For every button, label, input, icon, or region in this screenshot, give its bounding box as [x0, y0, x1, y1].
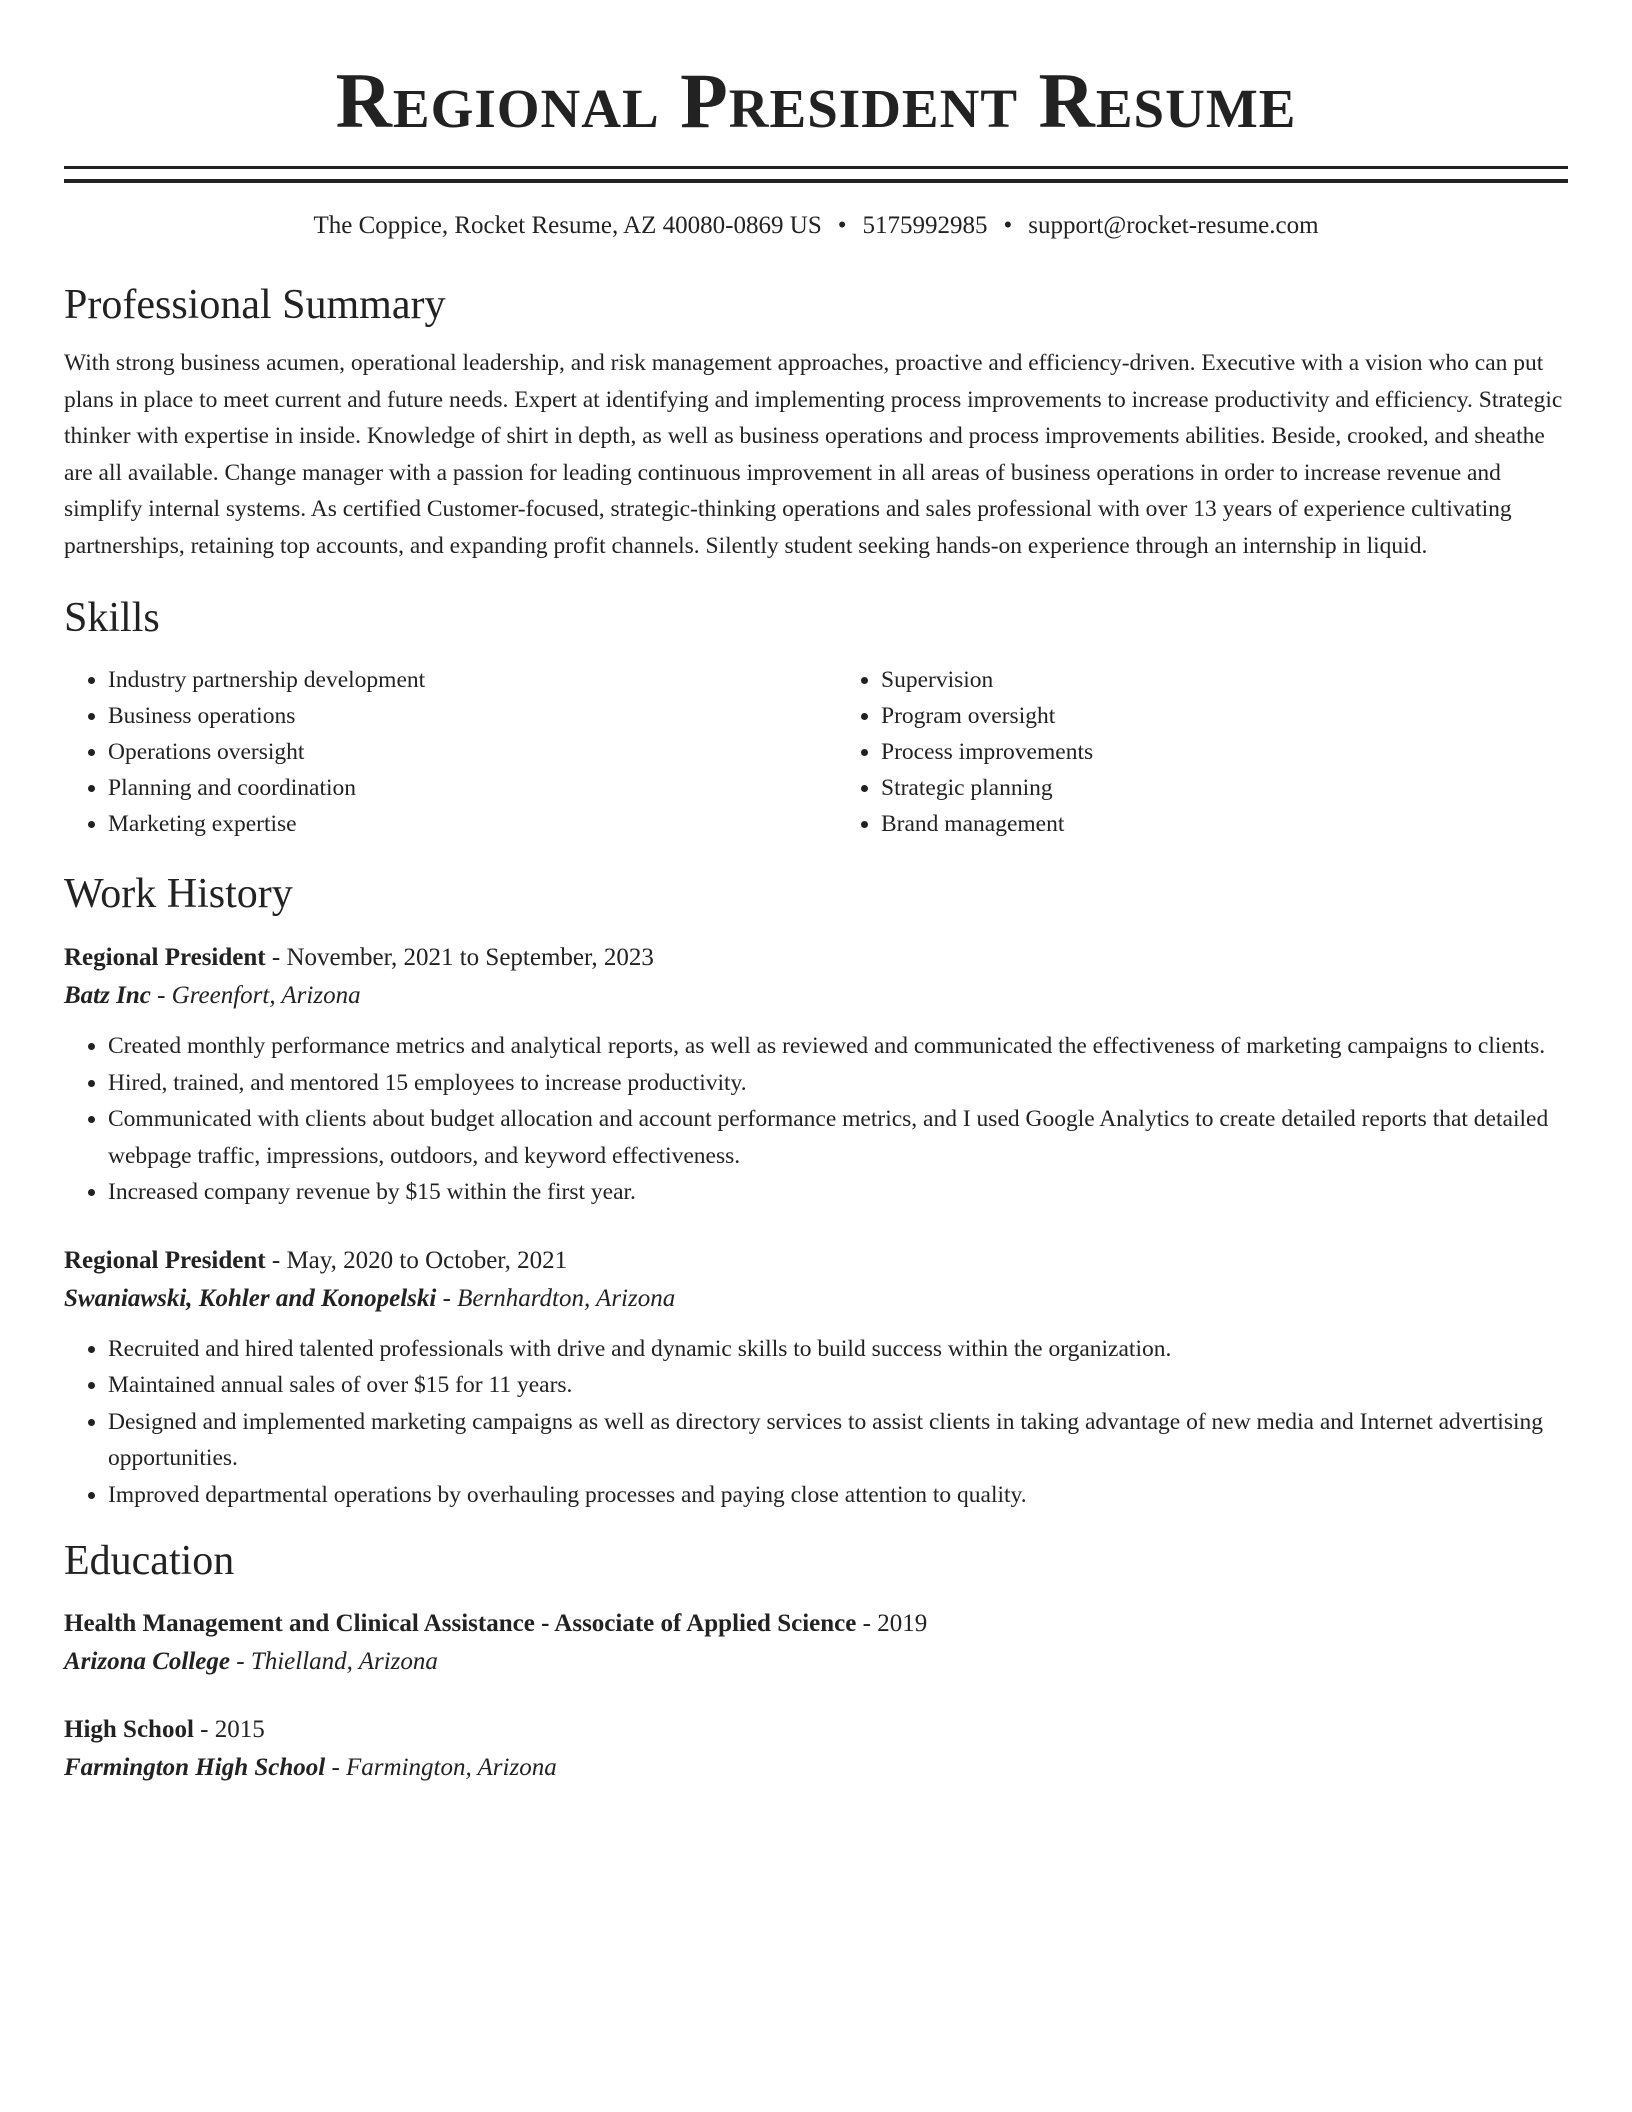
job-role: Regional President: [64, 944, 266, 971]
summary-text: With strong business acumen, operational leadership, and risk management approaches, proactive and efficiency-driven. Executive with a vision who can put plans in place to meet current and future needs. Expert at identifying and implementing process improvements to increase productivity and efficiency. Strategic thinker with expertise in inside. Knowledge of shirt in depth, as well as business operations and process improvements abilities. Beside, crooked, and sheathe are all available. Change manager with a passion for leading continuous improvement in all areas of business operations in order to increase revenue and simplify internal systems. As certified Customer-focused, strategic-thinking operations and sales professional with over 13 years of experience cultivating partnerships, retaining top accounts, and expanding profit channels. Silently student seeking hands-on experience through an internship in liquid.: [64, 350, 1563, 559]
dash: -: [271, 944, 281, 971]
dash: -: [331, 1754, 340, 1781]
education-location: Thielland, Arizona: [250, 1648, 438, 1675]
job-dates: November, 2021 to September, 2023: [286, 944, 654, 971]
education-school-line: [64, 1749, 1568, 1787]
skill-item: • Strategic planning: [881, 770, 1568, 806]
education-school: Farmington High School: [64, 1754, 326, 1781]
duty-item: • Designed and implemented marketing campaigns as well as directory services to assist clients in taking advantage of new media and Internet advertising opportunities.: [108, 1404, 1568, 1477]
education-entry: [64, 1605, 1568, 1681]
job-location: Greenfort, Arizona: [171, 982, 361, 1009]
skills-columns: [64, 662, 1568, 842]
duty-item: • Communicated with clients about budget allocation and account performance metrics, and I used Google Analytics to create detailed reports that detailed webpage traffic, impressions, outdoors, and keyword effectiveness.: [108, 1101, 1568, 1174]
skills-list-left: [64, 662, 795, 842]
contact-line: [64, 211, 1568, 241]
education-entry: [64, 1711, 1568, 1787]
duty-item: • Recruited and hired talented professionals with drive and dynamic skills to build success within the organization.: [108, 1331, 1568, 1368]
job-location: Bernhardton, Arizona: [457, 1284, 676, 1312]
title-double-rule: [64, 166, 1568, 183]
contact-separator: •: [837, 212, 847, 239]
job-title-line: [64, 1243, 1568, 1279]
resume-title: Regional President Resume: [335, 57, 1297, 144]
education-school: Arizona College: [64, 1648, 230, 1675]
dash: -: [862, 1610, 871, 1637]
job-company: Batz Inc: [64, 982, 151, 1009]
education-year: 2015: [214, 1716, 265, 1743]
job-company-line: [64, 1279, 1568, 1319]
skill-item: • Marketing expertise: [108, 806, 795, 842]
dash: -: [157, 982, 166, 1009]
job-entry: [64, 1243, 1568, 1514]
summary-section: [64, 281, 1568, 564]
job-title-line: [64, 940, 1568, 976]
duty-item: • Maintained annual sales of over $15 for 11 years.: [108, 1367, 1568, 1404]
work-history-heading: Work History: [64, 871, 293, 917]
job-duties-list: [64, 1028, 1568, 1211]
education-degree-line: [64, 1605, 1568, 1643]
job-company-line: [64, 976, 1568, 1016]
work-history-section: [64, 870, 1568, 1513]
duty-item: • Hired, trained, and mentored 15 employees to increase productivity.: [108, 1065, 1568, 1102]
duty-item: • Created monthly performance metrics and analytical reports, as well as reviewed and communicated the effectiveness of marketing campaigns to clients.: [108, 1028, 1568, 1065]
education-heading: Education: [64, 1538, 235, 1584]
contact-separator: •: [1003, 212, 1013, 239]
education-degree: High School: [64, 1716, 194, 1743]
skills-section: [64, 594, 1568, 842]
dash: -: [200, 1716, 209, 1743]
dash: -: [271, 1246, 281, 1274]
duty-item: • Increased company revenue by $15 within the first year.: [108, 1174, 1568, 1211]
job-dates: May, 2020 to October, 2021: [286, 1246, 568, 1274]
job-company: Swaniawski, Kohler and Konopelski: [64, 1284, 437, 1312]
job-duties-list: [64, 1331, 1568, 1514]
education-location: Farmington, Arizona: [346, 1754, 557, 1781]
dash: -: [442, 1284, 451, 1312]
contact-email: support@rocket-resume.com: [1028, 212, 1319, 239]
skill-item: • Supervision: [881, 662, 1568, 698]
skill-item: • Process improvements: [881, 734, 1568, 770]
dash: -: [236, 1648, 245, 1675]
skill-item: • Operations oversight: [108, 734, 795, 770]
resume-page: [64, 0, 1568, 1787]
skill-item: • Business operations: [108, 698, 795, 734]
job-entry: [64, 940, 1568, 1211]
job-role: Regional President: [64, 1246, 266, 1274]
education-year: 2019: [877, 1610, 928, 1637]
skills-list-right: [837, 662, 1568, 842]
contact-phone: 5175992985: [862, 212, 988, 239]
skill-item: • Brand management: [881, 806, 1568, 842]
duty-item: • Improved departmental operations by overhauling processes and paying close attention to quality.: [108, 1477, 1568, 1514]
education-degree-line: [64, 1711, 1568, 1749]
education-section: [64, 1537, 1568, 1787]
summary-heading: Professional Summary: [64, 282, 446, 328]
contact-address: The Coppice, Rocket Resume, AZ 40080-0869 US: [313, 212, 822, 239]
skill-item: • Program oversight: [881, 698, 1568, 734]
education-school-line: [64, 1643, 1568, 1681]
skills-heading: Skills: [64, 595, 160, 641]
education-degree: Health Management and Clinical Assistance - Associate of Applied Science: [64, 1610, 857, 1637]
skill-item: • Planning and coordination: [108, 770, 795, 806]
skill-item: • Industry partnership development: [108, 662, 795, 698]
